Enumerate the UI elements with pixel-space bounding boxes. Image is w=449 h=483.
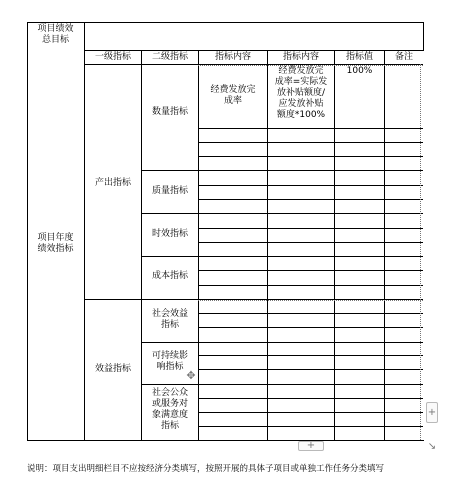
grid-line — [198, 185, 423, 186]
grid-line — [198, 156, 423, 157]
add-column-button[interactable]: + — [426, 402, 438, 423]
table-border — [141, 170, 198, 171]
level2-quality: 质量指标 — [151, 186, 188, 196]
grid-line — [198, 270, 423, 271]
grid-line — [198, 228, 423, 229]
header-value: 指标值 — [345, 52, 373, 62]
header-content-2: 指标内容 — [282, 52, 319, 62]
table-move-handle[interactable]: ✥ — [186, 369, 196, 382]
level2-quantity: 数量指标 — [151, 107, 188, 117]
grid-line — [198, 142, 423, 143]
table-border — [27, 440, 424, 441]
table-border — [141, 384, 198, 385]
grid-line — [198, 242, 423, 243]
first-row-formula: 经费发放完 成率=实际发 放补贴额度/ 应发放补贴 额度*100% — [274, 66, 328, 120]
table-border — [423, 22, 424, 51]
header-level2: 二级指标 — [151, 52, 188, 62]
grid-line — [198, 199, 423, 200]
table-border — [27, 22, 28, 441]
table-border — [141, 342, 198, 343]
header-content: 指标内容 — [214, 52, 251, 62]
dotted-guide — [198, 300, 423, 301]
header-notes: 备注 — [394, 52, 413, 62]
grid-line — [334, 64, 335, 440]
table-border — [84, 22, 85, 441]
level2-satisfaction: 社会公众 或服务对 象满意度 指标 — [151, 388, 188, 431]
grid-line — [198, 313, 423, 314]
level2-timeliness: 时效指标 — [151, 229, 188, 239]
first-row-content: 经费发放完 成率 — [210, 85, 256, 106]
table-border — [141, 213, 198, 214]
first-row-value: 100% — [346, 66, 373, 76]
level2-social: 社会效益 指标 — [151, 309, 188, 330]
top-label: 项目绩效 总目标 — [37, 24, 74, 45]
grid-line — [384, 64, 385, 440]
section-label: 项目年度 绩效指标 — [37, 233, 74, 254]
add-row-button[interactable]: + — [298, 441, 324, 451]
level1-benefit: 效益指标 — [94, 364, 131, 374]
table-border — [27, 22, 424, 23]
grid-line — [198, 426, 423, 427]
resize-handle[interactable]: ↘ — [427, 441, 437, 452]
grid-line — [198, 213, 423, 214]
dotted-guide — [420, 64, 421, 440]
grid-line — [198, 384, 423, 385]
grid-line — [198, 128, 423, 129]
header-level1: 一级指标 — [94, 52, 131, 62]
grid-line — [198, 327, 423, 328]
level1-output: 产出指标 — [94, 178, 131, 188]
footnote: 说明：项目支出明细栏目不应按经济分类填写，按照开展的具体子项目或单独工作任务分类填写 — [27, 464, 385, 474]
table-border — [198, 50, 199, 441]
table-border — [141, 256, 198, 257]
grid-line — [198, 342, 423, 343]
level2-sustainability: 可持续影 响指标 — [151, 351, 188, 372]
grid-line — [198, 170, 423, 171]
table-border — [84, 50, 424, 51]
level2-cost: 成本指标 — [151, 271, 188, 281]
grid-line — [198, 398, 423, 399]
grid-line — [198, 285, 423, 286]
grid-line — [198, 256, 423, 257]
grid-line — [198, 355, 423, 356]
grid-line — [198, 412, 423, 413]
grid-line — [198, 369, 423, 370]
